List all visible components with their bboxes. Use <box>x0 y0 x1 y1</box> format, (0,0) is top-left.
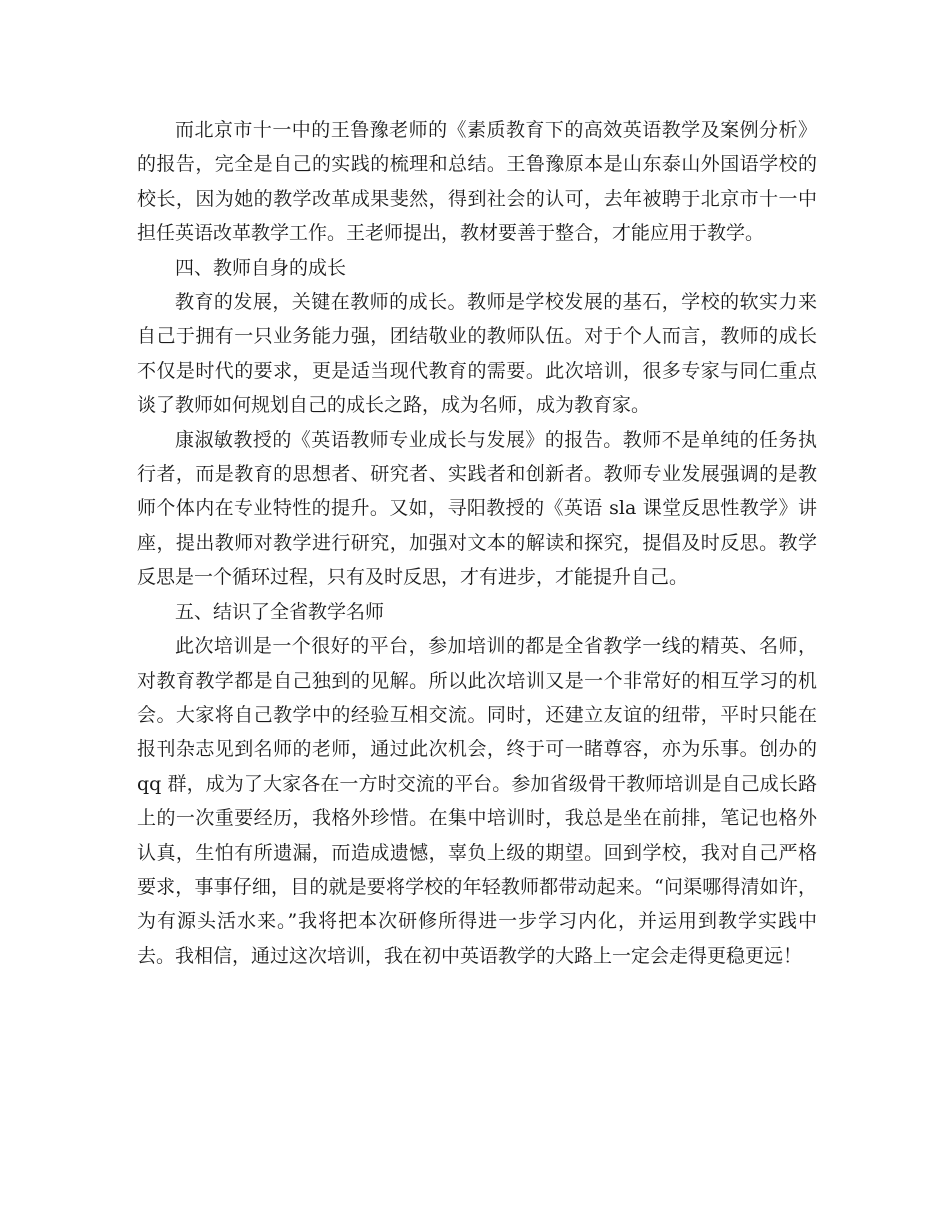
section-heading-famous-teachers: 五、结识了全省教学名师 <box>175 600 385 623</box>
paragraph-wang-luyu-report: 而北京市十一中的王鲁豫老师的《素质教育下的高效英语教学及案例分析》的报告，完全是自己的实践的梳理和总结。王鲁豫原本是山东泰山外国语学校的校长，因为她的教学改革成果斐然，得到社会的认可，去年被聘于北京市十一中担任英语改革教学工作。王老师提出，教材要善于整合，才能应用于教学。 <box>137 119 817 245</box>
document-body <box>137 113 817 973</box>
section-heading-teacher-growth: 四、教师自身的成长 <box>175 256 347 279</box>
paragraph-training-platform: 此次培训是一个很好的平台，参加培训的都是全省教学一线的精英、名师，对教育教学都是自己独到的见解。所以此次培训又是一个非常好的相互学习的机会。大家将自己教学中的经验互相交流。同时，还建立友谊的纽带，平时只能在报刊杂志见到名师的老师，通过此次机会，终于可一睹尊容，亦为乐事。创办的 qq 群，成为了大家各在一方时交流的平台。参加省级骨干教师培训是自己成长路上的一次重要经历，我格外珍惜。在集中培训时，我总是坐在前排，笔记也格外认真，生怕有所遗漏，而造成遗憾，辜负上级的期望。回到学校，我对自己严格要求，事事仔细，目的就是要将学校的年轻教师都带动起来。“问渠哪得清如许，为有源头活水来。”我将把本次研修所得进一步学习内化，并运用到教学实践中去。我相信，通过这次培训，我在初中英语教学的大路上一定会走得更稳更远！ <box>137 635 817 967</box>
paragraph-teacher-growth: 教育的发展，关键在教师的成长。教师是学校发展的基石，学校的软实力来自己于拥有一只业务能力强，团结敬业的教师队伍。对于个人而言，教师的成长不仅是时代的要求，更是适当现代教育的需要。此次培训，很多专家与同仁重点谈了教师如何规划自己的成长之路，成为名师，成为教育家。 <box>137 291 817 417</box>
paragraph-kang-shumin-report: 康淑敏教授的《英语教师专业成长与发展》的报告。教师不是单纯的任务执行者，而是教育的思想者、研究者、实践者和创新者。教师专业发展强调的是教师个体内在专业特性的提升。又如，寻阳教授的《英语 sla 课堂反思性教学》讲座，提出教师对教学进行研究，加强对文本的解读和探究，提倡及时反思。教学反思是一个循环过程，只有及时反思，才有进步，才能提升自己。 <box>137 428 817 589</box>
